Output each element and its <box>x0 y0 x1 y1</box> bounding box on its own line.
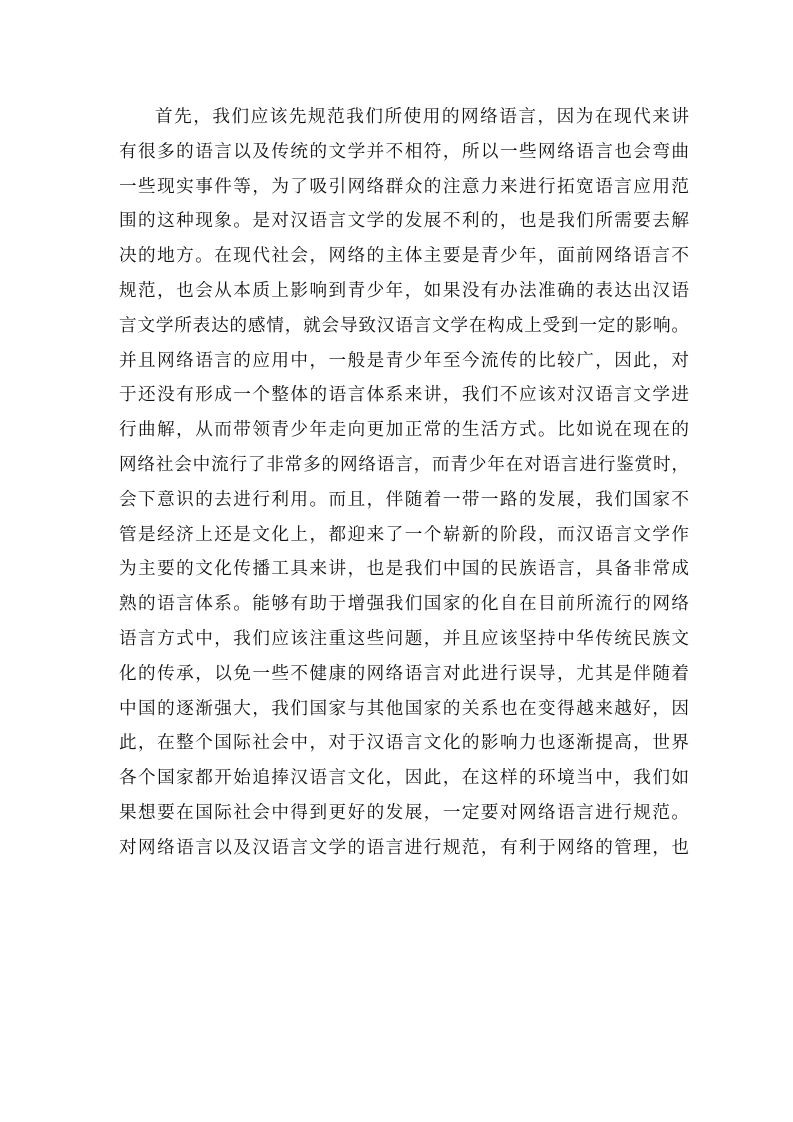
text-line: 果想要在国际社会中得到更好的发展，一定要对网络语言进行规范。 <box>119 802 689 823</box>
text-line: 对网络语言以及汉语言文学的语言进行规范，有利于网络的管理，也 <box>119 837 689 858</box>
text-line: 有很多的语言以及传统的文学并不相符，所以一些网络语言也会弯曲 <box>119 141 689 162</box>
text-line: 规范，也会从本质上影响到青少年，如果没有办法准确的表达出汉语 <box>119 280 689 301</box>
text-line: 此，在整个国际社会中，对于汉语言文化的影响力也逐渐提高，世界 <box>119 733 689 754</box>
text-line: 各个国家都开始追捧汉语言文化，因此，在这样的环境当中，我们如 <box>119 768 689 789</box>
text-line: 会下意识的去进行利用。而且，伴随着一带一路的发展，我们国家不 <box>119 489 689 510</box>
paragraph <box>119 100 689 866</box>
text-line: 为主要的文化传播工具来讲，也是我们中国的民族语言，具备非常成 <box>119 559 689 580</box>
text-line: 言文学所表达的感情，就会导致汉语言文学在构成上受到一定的影响。 <box>119 315 689 336</box>
text-line: 行曲解，从而带领青少年走向更加正常的生活方式。比如说在现在的 <box>119 420 689 441</box>
text-line: 熟的语言体系。能够有助于增强我们国家的化自在目前所流行的网络 <box>119 594 689 615</box>
text-line: 围的这种现象。是对汉语言文学的发展不利的，也是我们所需要去解 <box>119 211 689 232</box>
text-line: 网络社会中流行了非常多的网络语言，而青少年在对语言进行鉴赏时， <box>119 454 689 475</box>
text-line: 管是经济上还是文化上，都迎来了一个崭新的阶段，而汉语言文学作 <box>119 524 689 545</box>
text-line: 语言方式中，我们应该注重这些问题，并且应该坚持中华传统民族文 <box>119 628 689 649</box>
text-line: 首先，我们应该先规范我们所使用的网络语言，因为在现代来讲 <box>155 107 689 127</box>
text-line: 中国的逐渐强大，我们国家与其他国家的关系也在变得越来越好，因 <box>119 698 689 719</box>
text-line: 决的地方。在现代社会，网络的主体主要是青少年，面前网络语言不 <box>119 246 689 267</box>
text-line: 化的传承，以免一些不健康的网络语言对此进行误导，尤其是伴随着 <box>119 663 689 684</box>
text-line: 一些现实事件等，为了吸引网络群众的注意力来进行拓宽语言应用范 <box>119 176 689 197</box>
text-line: 于还没有形成一个整体的语言体系来讲，我们不应该对汉语言文学进 <box>119 385 689 406</box>
text-line: 并且网络语言的应用中，一般是青少年至今流传的比较广，因此，对 <box>119 350 689 371</box>
